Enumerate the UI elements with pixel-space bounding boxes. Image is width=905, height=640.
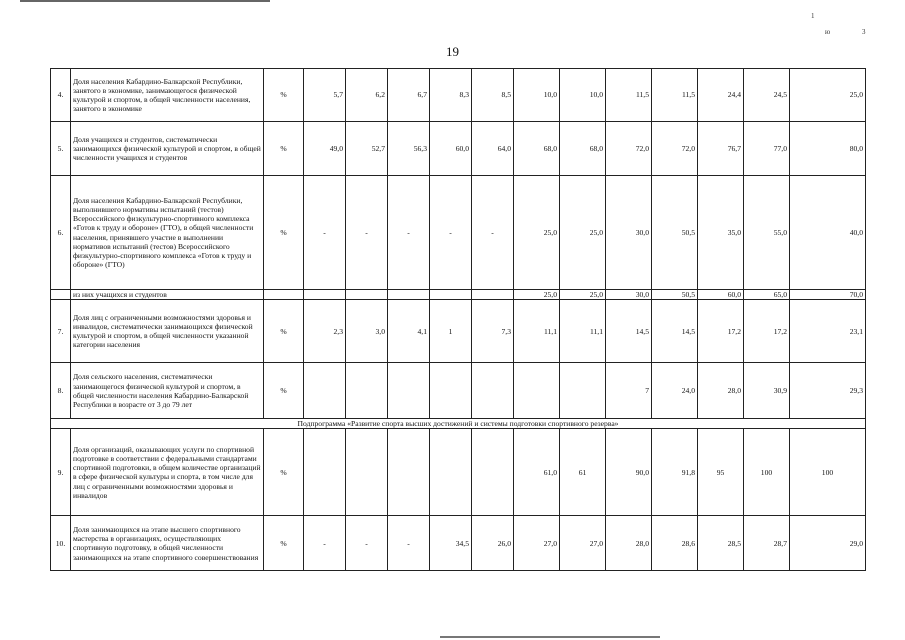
value-cell [514, 363, 560, 419]
value-cell: - [304, 516, 346, 571]
value-cell: 25,0 [514, 290, 560, 300]
value-cell [560, 363, 606, 419]
unit-cell: % [264, 516, 304, 571]
indicator-name: Доля населения Кабардино-Балкарской Республики, выполнившего нормативы испытаний (тестов) Всероссийского физкультурно-спортивного комплекса «Готов к труду и обороне» (ГТО), в общей численности населения, принявшего участие в выполнении нормативов испытаний (тестов) Всероссийского физкультурно-спортивного комплекса «Готов к труду и обороне» (ГТО) [71, 176, 264, 290]
value-cell [304, 429, 346, 516]
value-cell: 3,0 [346, 300, 388, 363]
value-cell: 6,7 [388, 69, 430, 122]
unit-cell: % [264, 363, 304, 419]
value-cell: 52,7 [346, 122, 388, 176]
value-cell: 30,0 [606, 176, 652, 290]
unit-cell: % [264, 122, 304, 176]
value-cell [304, 290, 346, 300]
value-cell: 100 [744, 429, 790, 516]
subprogram-title: Подпрограмма «Развитие спорта высших достижений и системы подготовки спортивного резерва» [51, 419, 866, 429]
value-cell: 100 [790, 429, 866, 516]
value-cell: 30,9 [744, 363, 790, 419]
value-cell [430, 429, 472, 516]
value-cell: 17,2 [744, 300, 790, 363]
row-index: 4. [51, 69, 71, 122]
value-cell: - [346, 516, 388, 571]
value-cell: 50,5 [652, 176, 698, 290]
value-cell [430, 363, 472, 419]
value-cell: 29,3 [790, 363, 866, 419]
value-cell: 60,0 [698, 290, 744, 300]
value-cell [472, 363, 514, 419]
table-row [51, 516, 866, 571]
value-cell: 64,0 [472, 122, 514, 176]
row-index: 6. [51, 176, 71, 290]
value-cell: 95 [698, 429, 744, 516]
indicator-name: Доля учащихся и студентов, систематически занимающихся физической культурой и спортом, в общей численности учащихся и студентов [71, 122, 264, 176]
value-cell: 28,6 [652, 516, 698, 571]
value-cell: - [430, 176, 472, 290]
value-cell: 10,0 [514, 69, 560, 122]
value-cell: 27,0 [560, 516, 606, 571]
value-cell: 4,1 [388, 300, 430, 363]
table-row [51, 122, 866, 176]
value-cell: 11,5 [606, 69, 652, 122]
value-cell: 7,3 [472, 300, 514, 363]
value-cell: 5,7 [304, 69, 346, 122]
unit-cell: % [264, 176, 304, 290]
value-cell [472, 290, 514, 300]
unit-cell: % [264, 300, 304, 363]
value-cell: 6,2 [346, 69, 388, 122]
top-mark-3: 3 [862, 28, 866, 36]
value-cell: 28,0 [606, 516, 652, 571]
value-cell: 56,3 [388, 122, 430, 176]
table-row [51, 176, 866, 290]
top-mark-2: ю [825, 28, 831, 36]
row-index: 9. [51, 429, 71, 516]
value-cell: 80,0 [790, 122, 866, 176]
value-cell: 14,5 [652, 300, 698, 363]
value-cell: 35,0 [698, 176, 744, 290]
value-cell: 29,0 [790, 516, 866, 571]
value-cell: 90,0 [606, 429, 652, 516]
value-cell: 23,1 [790, 300, 866, 363]
unit-cell: % [264, 69, 304, 122]
unit-cell [264, 290, 304, 300]
value-cell [388, 429, 430, 516]
value-cell: 72,0 [606, 122, 652, 176]
value-cell: - [388, 176, 430, 290]
top-mark-1: 1 [811, 12, 815, 20]
value-cell: 25,0 [560, 176, 606, 290]
value-cell: 27,0 [514, 516, 560, 571]
scan-artifact-top [20, 0, 270, 2]
value-cell: 91,8 [652, 429, 698, 516]
value-cell: 24,5 [744, 69, 790, 122]
scan-artifact-bottom [440, 636, 660, 638]
indicator-name: Доля занимающихся на этапе высшего спортивного мастерства в организациях, осуществляющих спортивную подготовку, в общей численности занимающихся на этапе спортивного совершенствования [71, 516, 264, 571]
value-cell: 68,0 [514, 122, 560, 176]
page-number: 19 [446, 44, 459, 59]
table-row [51, 363, 866, 419]
table-row [51, 69, 866, 122]
row-index: 5. [51, 122, 71, 176]
value-cell [346, 363, 388, 419]
indicator-name: из них учащихся и студентов [71, 290, 264, 300]
value-cell: - [304, 176, 346, 290]
value-cell: 40,0 [790, 176, 866, 290]
value-cell: 11,5 [652, 69, 698, 122]
value-cell: 28,5 [698, 516, 744, 571]
value-cell: 55,0 [744, 176, 790, 290]
value-cell: 49,0 [304, 122, 346, 176]
value-cell: 72,0 [652, 122, 698, 176]
value-cell: 25,0 [790, 69, 866, 122]
value-cell: 7 [606, 363, 652, 419]
value-cell: 28,7 [744, 516, 790, 571]
value-cell: 28,0 [698, 363, 744, 419]
value-cell: 68,0 [560, 122, 606, 176]
row-index: 10. [51, 516, 71, 571]
value-cell [388, 290, 430, 300]
value-cell: 25,0 [514, 176, 560, 290]
value-cell [346, 429, 388, 516]
value-cell [472, 429, 514, 516]
table-row [51, 290, 866, 300]
value-cell: 8,3 [430, 69, 472, 122]
table-row [51, 429, 866, 516]
value-cell: 14,5 [606, 300, 652, 363]
indicator-name: Доля сельского населения, систематически занимающегося физической культурой и спортом, в общей численности населения Кабардино-Балкарской Республики в возрасте от 3 до 79 лет [71, 363, 264, 419]
row-index: 7. [51, 300, 71, 363]
value-cell: 26,0 [472, 516, 514, 571]
value-cell: 11,1 [514, 300, 560, 363]
value-cell [304, 363, 346, 419]
value-cell [430, 290, 472, 300]
value-cell: 24,0 [652, 363, 698, 419]
value-cell: 61 [560, 429, 606, 516]
value-cell: 25,0 [560, 290, 606, 300]
value-cell: 30,0 [606, 290, 652, 300]
value-cell: 8,5 [472, 69, 514, 122]
value-cell: 17,2 [698, 300, 744, 363]
value-cell: - [388, 516, 430, 571]
row-index [51, 290, 71, 300]
value-cell: - [472, 176, 514, 290]
value-cell: 1 [430, 300, 472, 363]
value-cell: 70,0 [790, 290, 866, 300]
value-cell: 76,7 [698, 122, 744, 176]
row-index: 8. [51, 363, 71, 419]
value-cell: 10,0 [560, 69, 606, 122]
value-cell: 65,0 [744, 290, 790, 300]
indicator-name: Доля населения Кабардино-Балкарской Республики, занятого в экономике, занимающегося физической культурой и спортом, в общей численности населения, занятого в экономике [71, 69, 264, 122]
value-cell: 24,4 [698, 69, 744, 122]
unit-cell: % [264, 429, 304, 516]
value-cell: 11,1 [560, 300, 606, 363]
value-cell: - [346, 176, 388, 290]
value-cell [346, 290, 388, 300]
value-cell: 50,5 [652, 290, 698, 300]
indicators-table [50, 68, 866, 571]
indicator-name: Доля лиц с ограниченными возможностями здоровья и инвалидов, систематически занимающихся физической культурой и спортом, в общей численности указанной категории населения [71, 300, 264, 363]
value-cell: 61,0 [514, 429, 560, 516]
value-cell: 34,5 [430, 516, 472, 571]
value-cell [388, 363, 430, 419]
table-row [51, 300, 866, 363]
value-cell: 2,3 [304, 300, 346, 363]
value-cell: 77,0 [744, 122, 790, 176]
indicator-name: Доля организаций, оказывающих услуги по спортивной подготовке в соответствии с федеральными стандартами спортивной подготовки, в общем количестве организаций в сфере физической культуры и спорта, в том числе для лиц с ограниченными возможностями здоровья и инвалидов [71, 429, 264, 516]
value-cell: 60,0 [430, 122, 472, 176]
subprogram-row [51, 419, 866, 429]
